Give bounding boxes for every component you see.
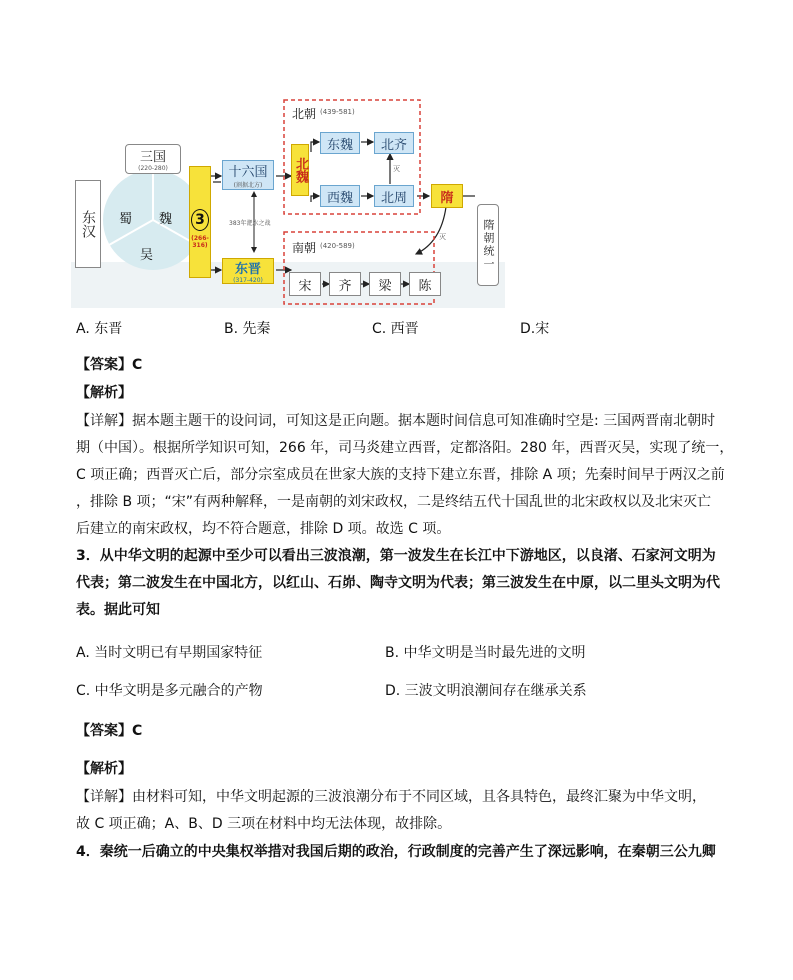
q3-detail-line-1: 【详解】由材料可知，中华文明起源的三波浪潮分布于不同区域，且各具特色，最终汇聚为中华文明，: [76, 789, 706, 805]
tongyi-label: 隋朝统一: [482, 219, 495, 271]
chen-box: [409, 272, 441, 296]
history-timeline-diagram: [71, 92, 505, 308]
song-box: [289, 272, 321, 296]
liang-box: [369, 272, 401, 296]
dong-han-box: [75, 180, 101, 268]
wei-label: 魏: [159, 212, 173, 227]
q2-option-c: C. 西晋: [372, 321, 419, 337]
xiwei-label: 西魏: [326, 190, 353, 206]
shiliuguo-box: [222, 160, 274, 190]
chen-label: 陈: [418, 278, 432, 294]
dongjin-years: (317-420): [233, 277, 263, 284]
circled-three: 3: [191, 209, 209, 231]
q2-detail-line-3: C 项正确；西晋灭亡后，部分宗室成员在世家大族的支持下建立东晋，排除 A 项；先秦时间早于两汉之前: [76, 467, 725, 483]
dongwei-box: [320, 132, 360, 154]
beizhou-box: [374, 185, 414, 207]
liang-label: 梁: [378, 278, 392, 294]
dongjin-label: 东晋: [234, 262, 261, 277]
q3-option-c: C. 中华文明是多元融合的产物: [76, 683, 263, 699]
san-guo-years: (220-280): [138, 165, 168, 172]
xijin-box: [189, 166, 211, 278]
q2-answer: 【答案】C: [76, 357, 143, 373]
sui-label: 隋: [440, 190, 454, 206]
q3-answer: 【答案】C: [76, 723, 143, 739]
q2-option-a: A. 东晋: [76, 321, 123, 337]
beizhou-label: 北周: [380, 190, 407, 206]
q3-stem-line-3: 表。据此可知: [76, 602, 160, 618]
beiwei-label: 北魏: [293, 157, 308, 183]
dong-han-label: 东汉: [80, 210, 96, 238]
nanchao-years: (420-589): [320, 242, 355, 250]
beiqi-box: [374, 132, 414, 154]
q4-stem-line-1: 4．秦统一后确立的中央集权举措对我国后期的政治，行政制度的完善产生了深远影响，在秦朝三公九卿: [76, 844, 716, 860]
qi-label: 齐: [338, 278, 352, 294]
q2-analysis-heading: 【解析】: [76, 385, 132, 401]
song-label: 宋: [298, 278, 312, 294]
q3-option-d: D. 三波文明浪潮间存在继承关系: [385, 683, 587, 699]
beichao-years: (439-581): [320, 108, 355, 116]
q2-option-d: D.宋: [520, 321, 550, 337]
nanchao-label: 南朝: [292, 241, 317, 255]
shu-label: 蜀: [119, 212, 133, 227]
battle-label: 383年淝水之战: [229, 220, 271, 227]
shiliuguo-sub: (割据北方): [233, 182, 263, 189]
q3-stem-line-2: 代表；第二波发生在中国北方，以红山、石峁、陶寺文明为代表；第三波发生在中原，以二里头文明为代: [76, 575, 720, 591]
q2-detail-line-5: 后建立的南宋政权，均不符合题意，排除 D 项。故选 C 项。: [76, 521, 451, 537]
beiqi-label: 北齐: [380, 137, 407, 153]
q3-analysis-heading: 【解析】: [76, 761, 132, 777]
q2-detail-line-2: 期（中国）。根据所学知识可知，266 年，司马炎建立西晋，定都洛阳。280 年，西晋灭吴，实现了统一，: [76, 440, 734, 456]
wu-label: 吴: [140, 248, 154, 263]
mie-label-2: 灭: [439, 233, 446, 241]
q2-detail-line-4: ，排除 B 项；“宋”有两种解释，一是南朝的刘宋政权，二是终结五代十国乱世的北宋政权以及北宋灭亡: [76, 494, 712, 510]
q3-stem-line-1: 3．从中华文明的起源中至少可以看出三波浪潮，第一波发生在长江中下游地区，以良渚、石家河文明为: [76, 548, 716, 564]
beiwei-box: [291, 144, 309, 196]
q2-detail-line-1: 【详解】据本题主题干的设问词，可知这是正向题。据本题时间信息可知准确时空是: 三国两晋南北朝时: [76, 413, 716, 429]
xiwei-box: [320, 185, 360, 207]
dongjin-box: [222, 258, 274, 284]
xijin-years: (266-316): [191, 235, 209, 249]
san-guo-label: 三国: [139, 150, 166, 165]
san-guo-box: [125, 144, 181, 174]
qi-box: [329, 272, 361, 296]
shiliuguo-label: 十六国: [228, 165, 268, 180]
beichao-label: 北朝: [292, 107, 317, 121]
mie-label-1: 灭: [393, 165, 400, 173]
q2-option-b: B. 先秦: [224, 321, 271, 337]
tongyi-box: [477, 204, 499, 286]
q3-detail-line-2: 故 C 项正确；A、B、D 三项在材料中均无法体现，故排除。: [76, 816, 452, 832]
q3-option-a: A. 当时文明已有早期国家特征: [76, 645, 263, 661]
dongwei-label: 东魏: [326, 137, 353, 153]
sui-box: [431, 184, 463, 208]
q3-option-b: B. 中华文明是当时最先进的文明: [385, 645, 586, 661]
